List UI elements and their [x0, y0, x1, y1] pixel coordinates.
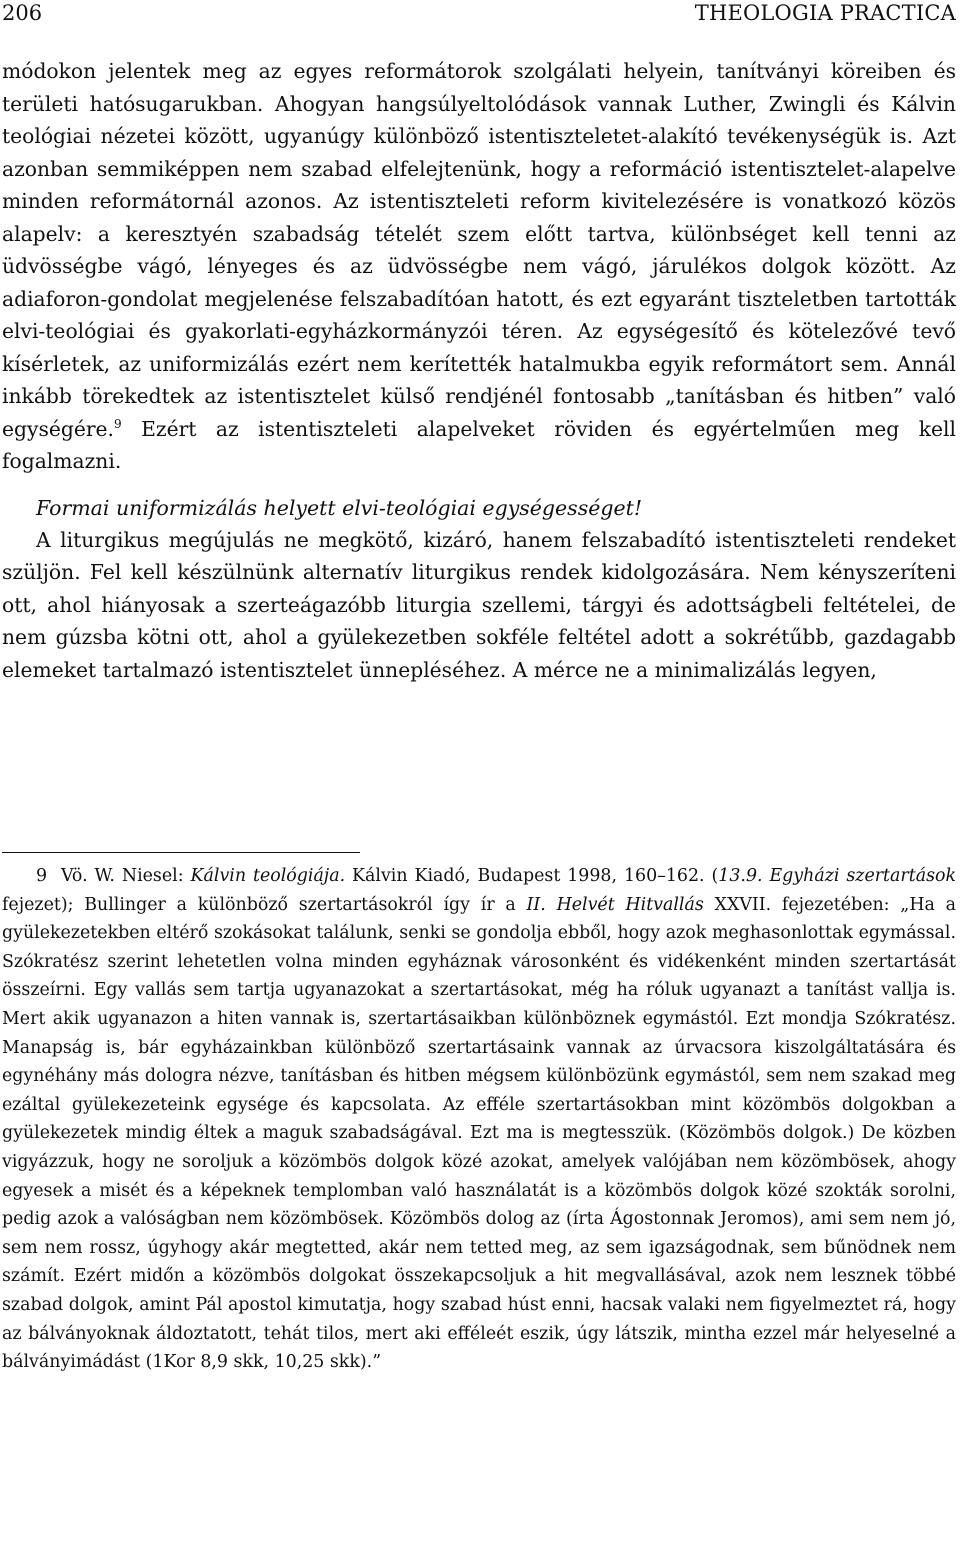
footnote-title-3: II. Helvét Hitvallás	[526, 894, 704, 915]
footnote-title-2: 13.9. Egyházi szertartások	[718, 866, 957, 886]
paragraph-2: A liturgikus megújulás ne megkötő, kizáró, hanem felszabadító istentiszteleti rendeket szüljön. Fel kell készülnünk alternatív liturgikus rendek kidolgozására. Nem kényszeríteni ott, ahol hiányosak a szerteágazóbb liturgia szellemi, tárgyi és adottságbeli feltételei, de nem gúzsba kötni ott, ahol a gyülekezetben sokféle feltétel adott a sokrétűbb, gazdagabb elemeket tartalmazó istentisztelet ünnepléséhez. A mérce ne a minimalizálás legyen,	[2, 527, 956, 682]
journal-title: THEOLOGIA PRACTICA	[694, 1, 956, 25]
section-heading: Formai uniformizálás helyett elvi-teológiai egységességet!	[36, 495, 643, 520]
paragraph-1-tail: Ezért az istentiszteleti alapelveket röviden és egyértelműen meg kell fogalmazni.	[2, 416, 956, 473]
footnote-text-2: Kálvin Kiadó, Budapest 1998, 160–162. (	[345, 866, 719, 886]
running-header	[2, 0, 956, 26]
main-text	[2, 55, 956, 686]
paragraph-1-text: módokon jelentek meg az egyes reformátorok szolgálati helyein, tanítványi köreiben és területi hatósugarukban. Ahogyan hangsúlyeltolódások vannak Luther, Zwingli és Kálvin teológiai nézetei között, ugyanúgy különböző istentiszteletet-alakító tevékenységük is. Azt azonban semmiképpen nem szabad elfelejtenünk, hogy a reformáció istentisztelet-alapelve minden reformátornál azonos. Az istentiszteleti reform kivitelezésére is vonatkozó közös alapelv: a keresztyén szabadság tételét szem előtt tartva, különbséget kell tenni az üdvösségbe vágó, lényeges és az üdvösségbe nem vágó, járulékos dolgok között. Az adiaforon-gondolat megjelenése felszabadítóan hatott, és ezt egyaránt tiszteletben tartották elvi-teológiai és gyakorlati-egyházkormányzói téren. Az egységesítő és kötelezővé tevő kísérletek, az uniformizálás ezért nem kerítették hatalmukba egyik reformátort sem. Annál inkább törekedtek az istentisztelet külső rendjénél fontosabb „tanításban és hitben” való egységére.	[2, 59, 956, 441]
page-number: 206	[2, 1, 43, 25]
footnote-text-3: fejezet); Bullinger a különböző szertartásokról így ír a	[2, 894, 527, 915]
footnote-separator	[2, 852, 360, 853]
footnote-text-4: XXVII. fejezetében: „Ha a gyülekezetekben eltérő szokásokat találunk, senki se gondolja ebből, hogy azok meghasonlottak egymással. Szókratész szerint lehetetlen volna minden egyháznak városonként és vidékenként minden szertartását összeírni. Egy vallás sem tartja ugyanazokat a szertartásokat, még ha róluk ugyanazt a tanítást vallja is. Mert akik ugyanazon a hiten vannak is, szertartásaikban különböznek egymástól. Ezt mondja Szókratész. Manapság is, bár egyházainkban különböző szertartásaink vannak az úrvacsora kiszolgáltatására és egynéhány más dologra nézve, tanításban és hitben mégsem különbözünk egymástól, sem nem szakad meg ezáltal gyülekezeteink egysége és kapcsolata. Az efféle szertartásokban mint közömbös dolgokban a gyülekezetek mindig éltek a maguk szabadságával. Ezt ma is megtesszük. (Közömbös dolgok.) De közben vigyázzuk, hogy ne soroljuk a közömbös dolgok közé azokat, amelyek valójában nem közömbösek, ahogy egyesek a misét és a képeknek templomban való használatát is a közömbös dolgok közé szokták sorolni, pedig azok a valóságban nem közömbösek. Közömbös dolog az (írta Ágostonnak Jeromos), ami sem nem jó, sem nem rossz, úgyhogy akár megtetted, akár nem tetted meg, az sem igazságodnak, sem bűnödnek nem számít. Ezért midőn a közömbös dolgokat összekapcsoljuk a hit megvallásával, azok nem lesznek többé szabad dolgok, amint Pál apostol kimutatja, hogy szabad húst enni, hacsak valaki nem figyelmeztet rá, hogy az bálványoknak áldoztatott, tehát tilos, mert aki efféleét eszik, úgy látszik, mintha ezzel már helyeselné a bálványimádást (1Kor 8,9 skk, 10,25 skk).”	[2, 894, 956, 1373]
paragraph-1	[2, 55, 956, 478]
footnote-reference: 9	[113, 416, 122, 431]
footnote-number: 9	[36, 866, 48, 886]
footnote-9	[2, 862, 956, 1377]
footnote-title-1: Kálvin teológiája.	[190, 866, 346, 886]
footnote-text-1: Vö. W. Niesel:	[60, 866, 191, 886]
